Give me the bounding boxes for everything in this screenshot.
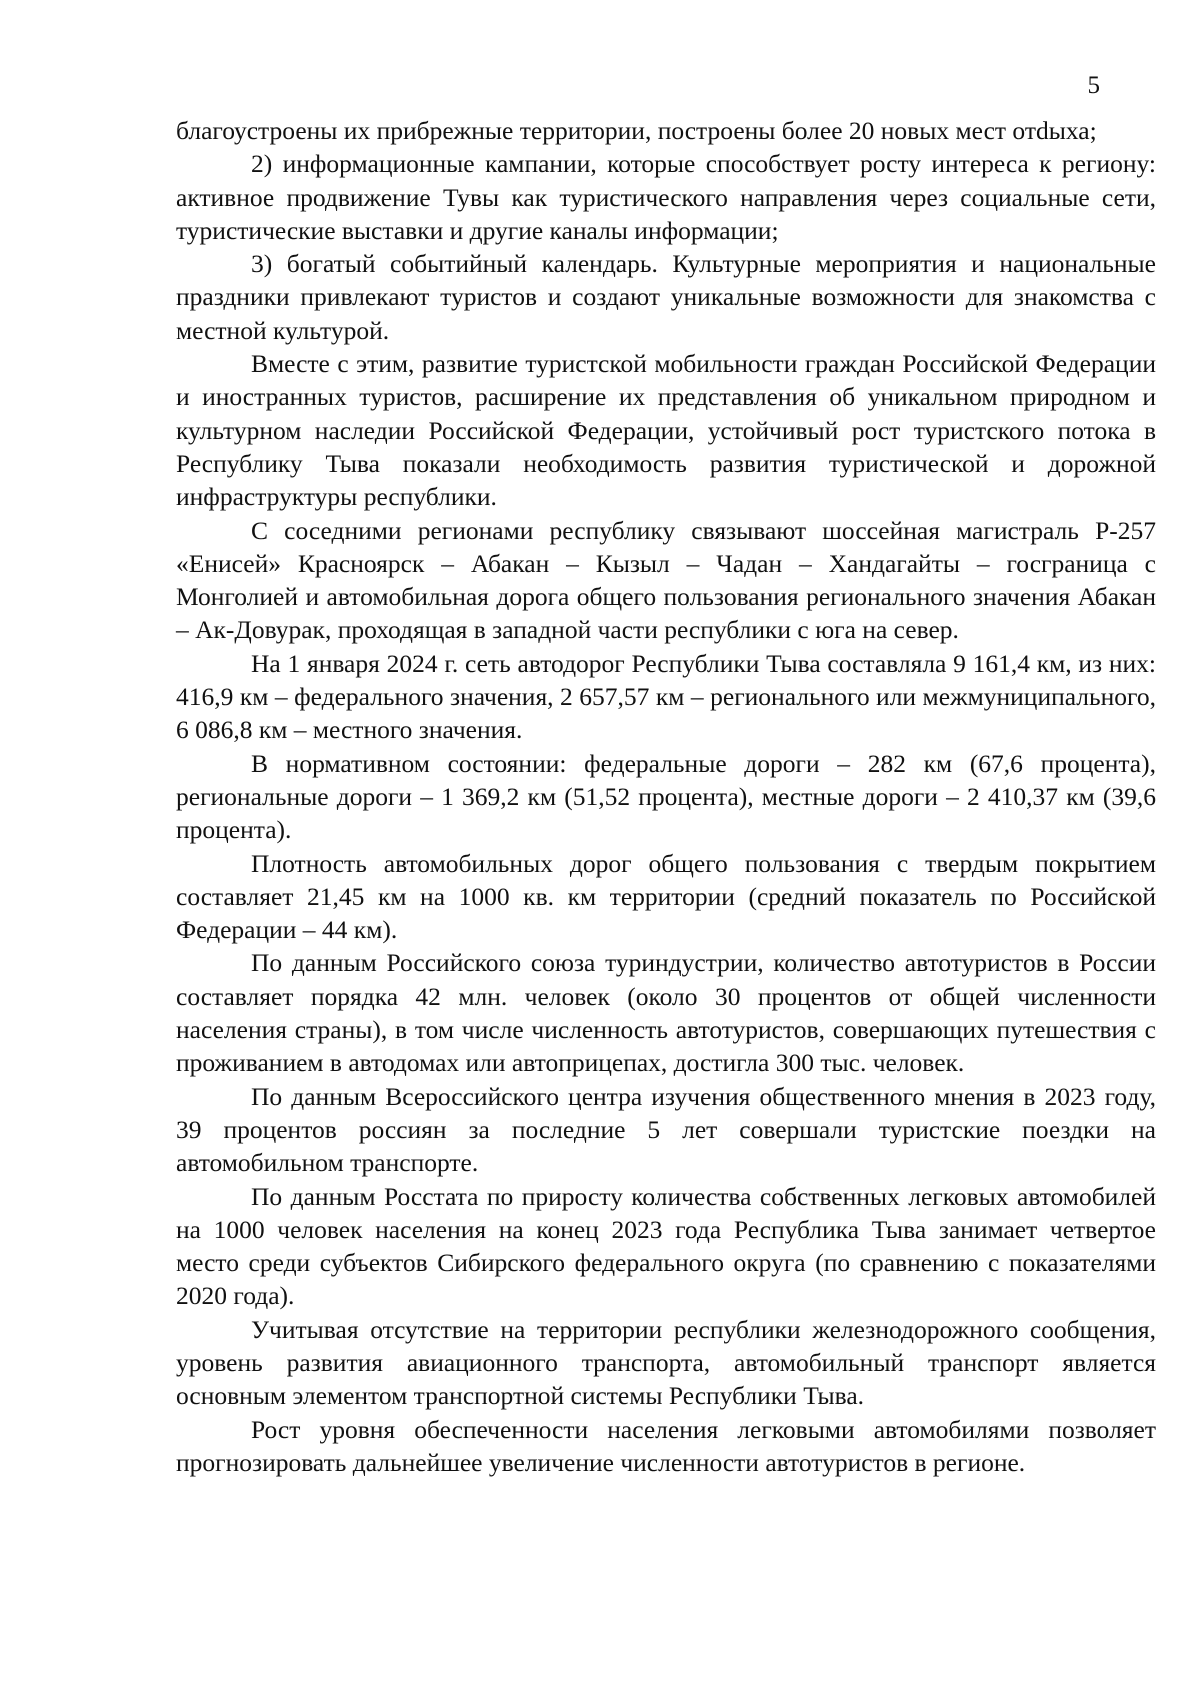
page-number: 5 xyxy=(1087,72,1100,99)
paragraph-event-calendar: 3) богатый событийный календарь. Культурные мероприятия и национальные праздники привлекают туристов и создают уникальные возможности для знакомства с местной культурой. xyxy=(176,249,1156,345)
paragraph-road-network: На 1 января 2024 г. сеть автодорог Республики Тыва составляла 9 161,4 км, из них: 416,9 км – федерального значения, 2 657,57 км – регионального или межмуниципального, 6 086,8 км – местного значения. xyxy=(176,648,1156,745)
paragraph-rosstat: По данным Росстата по приросту количества собственных легковых автомобилей на 1000 человек населения на конец 2023 года Республика Тыва занимает четвертое место среди субъектов Сибирского федерального округа (по сравнению с показателями 2020 года). xyxy=(176,1181,1156,1311)
paragraph-road-density: Плотность автомобильных дорог общего пользования с твердым покрытием составляет 21,45 км на 1000 кв. км территории (средний показатель по Российской Федерации – 44 км). xyxy=(176,848,1156,945)
paragraph-autotourists: По данным Российского союза туриндустрии, количество автотуристов в России составляет порядка 42 млн. человек (около 30 процентов от общей численности населения страны), в том числе численность автотуристов, совершающих путешествия с проживанием в автодомах или автоприцепах, достигла 300 тыс. человек. xyxy=(176,948,1156,1078)
paragraph-highways: С соседними регионами республику связывают шоссейная магистраль Р-257 «Енисей» Красноярск – Абакан – Кызыл – Чадан – Хандагайты – госграница с Монголией и автомобильная дорога общего пользования регионального значения Абакан – Ак-Довурак, проходящая в западной части республики с юга на север. xyxy=(176,515,1156,645)
paragraph-continuation: благоустроены их прибрежные территории, построены более 20 новых мест отdыха; xyxy=(176,116,1097,145)
paragraph-transport-system: Учитывая отсутствие на территории республики железнодорожного сообщения, уровень развития авиационного транспорта, автомобильный транспорт является основным элементом транспортной системы Республики Тыва. xyxy=(176,1314,1156,1411)
paragraph-road-condition: В нормативном состоянии: федеральные дороги – 282 км (67,6 процента), региональные дороги – 1 369,2 км (51,52 процента), местные дороги – 2 410,37 км (39,6 процента). xyxy=(176,748,1156,845)
paragraph-vciom: По данным Всероссийского центра изучения общественного мнения в 2023 году, 39 процентов россиян за последние 5 лет совершали туристские поездки на автомобильном транспорте. xyxy=(176,1081,1156,1178)
paragraph-info-campaigns: 2) информационные кампании, которые способствует росту интереса к региону: активное продвижение Тувы как туристического направления через социальные сети, туристические выставки и другие каналы информации; xyxy=(176,149,1156,245)
paragraph-forecast: Рост уровня обеспеченности населения легковыми автомобилями позволяет прогнозировать дальнейшее увеличение численности автотуристов в регионе. xyxy=(176,1414,1156,1477)
body-text xyxy=(176,114,1156,1479)
paragraph-tourist-mobility: Вместе с этим, развитие туристской мобильности граждан Российской Федерации и иностранных туристов, расширение их представления об уникальном природном и культурном наследии Российской Федерации, устойчивый рост туристского потока в Республику Тыва показали необходимость развития туристической и дорожной инфраструктуры республики. xyxy=(176,349,1156,512)
